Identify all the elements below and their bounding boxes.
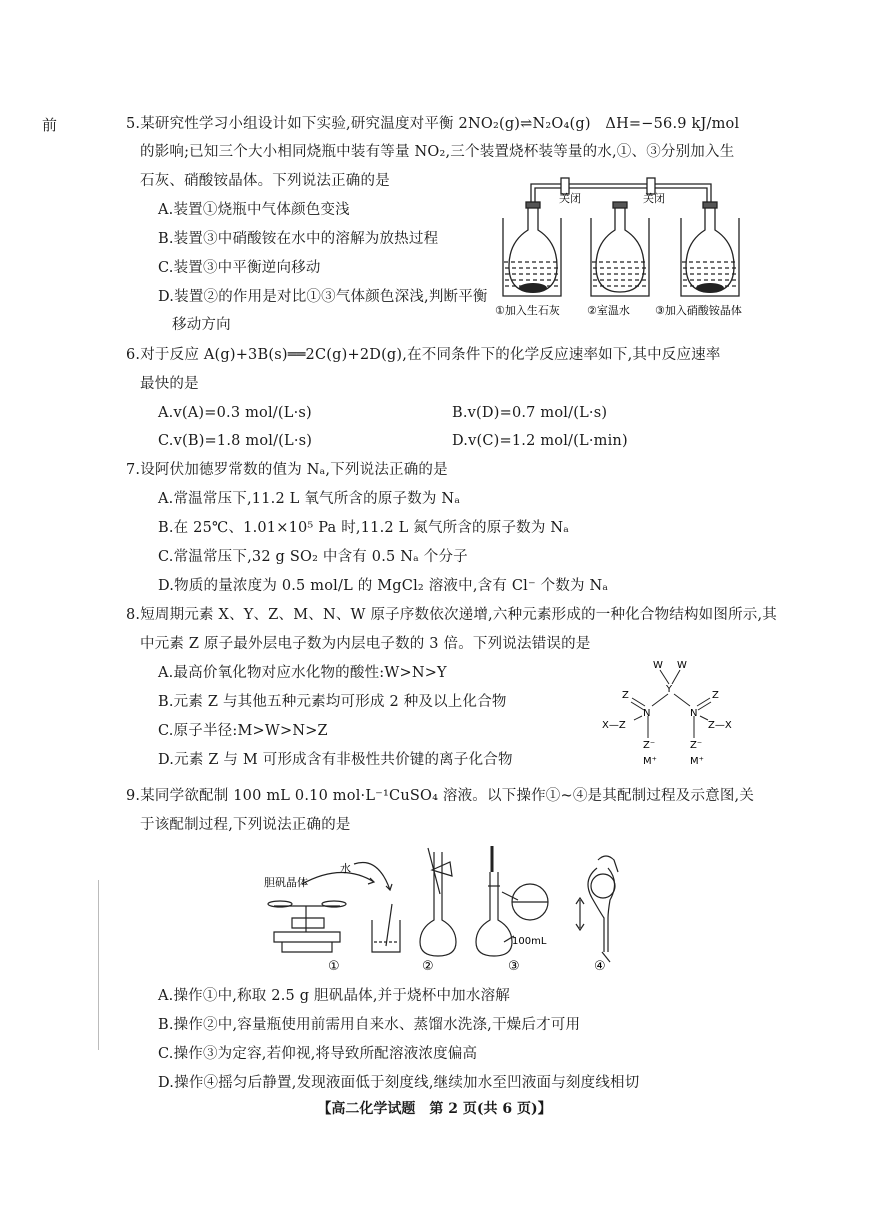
atom-w-1: W: [653, 660, 663, 671]
q5-stem-line1: 5.某研究性学习小组设计如下实验,研究温度对平衡 2NO₂(g)⇌N₂O₄(g) ΔH=−56.9 kJ/mol: [126, 116, 740, 132]
q6-stem-line1: 6.对于反应 A(g)+3B(s)══2C(g)+2D(g),在不同条件下的化学反应速率如下,其中反应速率: [126, 347, 721, 363]
q6-option-a: A.v(A)=0.3 mol/(L·s): [158, 405, 312, 421]
crystal-label: 胆矾晶体: [264, 876, 308, 889]
ion-m-right: M⁺: [690, 756, 704, 767]
binding-line: [98, 880, 99, 1050]
q8-option-c: C.原子半径:M>W>N>Z: [158, 723, 328, 739]
q8-option-b: B.元素 Z 与其他五种元素均可形成 2 种及以上化合物: [158, 694, 507, 710]
group-x-z-left: X—Z: [602, 720, 626, 731]
q7-stem: 7.设阿伏加德罗常数的值为 Nₐ,下列说法正确的是: [126, 462, 448, 478]
q5-stem-line3: 石灰、硝酸铵晶体。下列说法正确的是: [140, 173, 390, 189]
q8-option-a: A.最高价氧化物对应水化物的酸性:W>N>Y: [158, 665, 447, 681]
q8-stem-line1: 8.短周期元素 X、Y、Z、M、N、W 原子序数依次递增,六种元素形成的一种化合物结构如图所示,其: [126, 607, 777, 623]
apparatus-2-caption: ②室温水: [587, 304, 630, 317]
q5-option-d: D.装置②的作用是对比①③气体颜色深浅,判断平衡: [158, 289, 488, 305]
q5-stem-line2: 的影响;已知三个大小相同烧瓶中装有等量 NO₂,三个装置烧杯装等量的水,①、③分别加入生: [140, 144, 735, 160]
step-2-label: ②: [422, 959, 434, 974]
q5-option-a: A.装置①烧瓶中气体颜色变浅: [158, 202, 350, 218]
q9-option-a: A.操作①中,称取 2.5 g 胆矾晶体,并于烧杯中加水溶解: [158, 988, 510, 1004]
atom-y: Y: [666, 684, 673, 695]
q9-option-d: D.操作④摇匀后静置,发现液面低于刻度线,继续加水至凹液面与刻度线相切: [158, 1075, 640, 1091]
ion-m-left: M⁺: [643, 756, 657, 767]
valve-2-label: 关闭: [643, 192, 665, 205]
atom-n-right: N: [690, 708, 698, 719]
q6-stem-line2: 最快的是: [140, 376, 199, 392]
q9-stem-line1: 9.某同学欲配制 100 mL 0.10 mol·L⁻¹CuSO₄ 溶液。以下操作①~④是其配制过程及示意图,关: [126, 788, 755, 804]
q7-option-c: C.常温常压下,32 g SO₂ 中含有 0.5 Nₐ 个分子: [158, 549, 468, 565]
valve-1-label: 关闭: [559, 192, 581, 205]
q9-option-b: B.操作②中,容量瓶使用前需用自来水、蒸馏水洗涤,干燥后才可用: [158, 1017, 581, 1033]
atom-z-top-right: Z: [712, 690, 719, 701]
step-3-label: ③: [508, 959, 520, 974]
q8-option-d: D.元素 Z 与 M 可形成含有非极性共价键的离子化合物: [158, 752, 513, 768]
flask-volume-label: 100mL: [512, 936, 547, 947]
step-4-label: ④: [594, 959, 606, 974]
q5-apparatus-figure: [495, 170, 755, 320]
atom-z-minus-left: Z⁻: [643, 740, 656, 751]
margin-note: 前: [42, 116, 58, 134]
q6-option-b: B.v(D)=0.7 mol/(L·s): [452, 405, 608, 421]
q5-option-c: C.装置③中平衡逆向移动: [158, 260, 321, 276]
q9-option-c: C.操作③为定容,若仰视,将导致所配溶液浓度偏高: [158, 1046, 478, 1062]
apparatus-3-caption: ③加入硝酸铵晶体: [655, 304, 742, 317]
page-footer: 【高二化学试题 第 2 页(共 6 页)】: [317, 1101, 552, 1117]
q5-option-b: B.装置③中硝酸铵在水中的溶解为放热过程: [158, 231, 439, 247]
group-z-x-right: Z—X: [708, 720, 732, 731]
q9-stem-line2: 于该配制过程,下列说法正确的是: [140, 817, 351, 833]
q6-option-c: C.v(B)=1.8 mol/(L·s): [158, 433, 313, 449]
q7-option-b: B.在 25℃、1.01×10⁵ Pa 时,11.2 L 氮气所含的原子数为 Nₐ: [158, 520, 570, 536]
water-label: 水: [340, 862, 351, 875]
atom-n-left: N: [643, 708, 651, 719]
atom-w-2: W: [677, 660, 687, 671]
step-1-label: ①: [328, 959, 340, 974]
atom-z-top-left: Z: [622, 690, 629, 701]
atom-z-minus-right: Z⁻: [690, 740, 703, 751]
q7-option-d: D.物质的量浓度为 0.5 mol/L 的 MgCl₂ 溶液中,含有 Cl⁻ 个数为 Nₐ: [158, 578, 609, 594]
q7-option-a: A.常温常压下,11.2 L 氧气所含的原子数为 Nₐ: [158, 491, 461, 507]
q6-option-d: D.v(C)=1.2 mol/(L·min): [452, 433, 628, 449]
apparatus-1-caption: ①加入生石灰: [495, 304, 560, 317]
q5-option-d-cont: 移动方向: [172, 317, 231, 333]
q9-procedure-figure: [262, 842, 652, 976]
q8-stem-line2: 中元素 Z 原子最外层电子数为内层电子数的 3 倍。下列说法错误的是: [140, 636, 591, 652]
q8-structure-figure: [598, 658, 748, 770]
